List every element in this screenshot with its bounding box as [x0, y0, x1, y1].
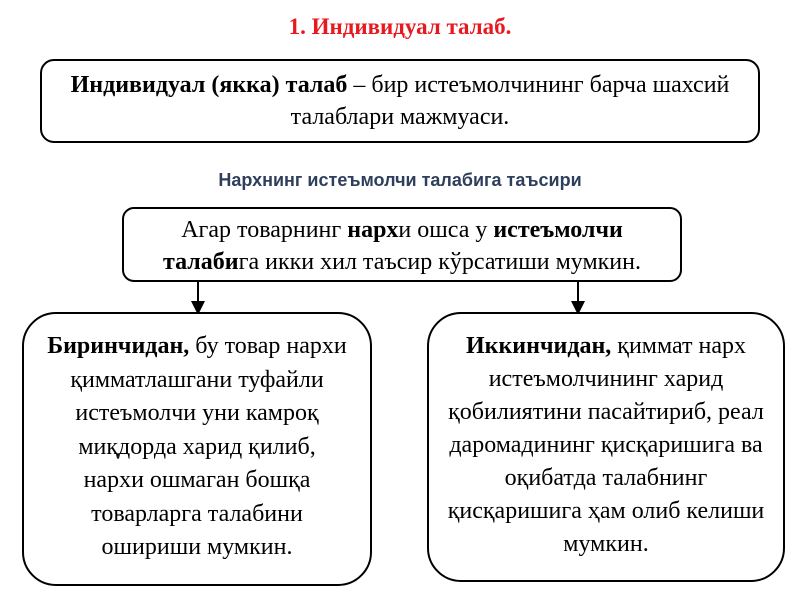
definition-term: Индивидуал (якка) талаб	[70, 72, 348, 98]
first-effect-text: бу товар нархи қимматлашгани туфайли истеъмолчи уни камроқ миқдорда харид қилиб, нархи ошмаган бошқа товарларга талабини ошириши мумкин.	[70, 333, 347, 560]
second-effect-text: қиммат нарх истеъмолчининг харид қобилиятини пасайтириб, реал даромадининг қисқаришига ва оқибатда талабнинг қисқаришига ҳам олиб келиши мумкин.	[447, 333, 765, 557]
first-effect-lead: Биринчидан,	[47, 333, 190, 359]
slide-title: 1. Индивидуал талаб.	[288, 14, 512, 39]
condition-price-term: нарх	[347, 217, 399, 243]
condition-text-2: и ошса у	[398, 217, 494, 243]
second-effect-lead: Иккинчидан,	[465, 333, 612, 359]
condition-text-1: Агар товарнинг	[181, 217, 348, 243]
second-effect-box	[427, 312, 785, 582]
first-effect-box	[22, 312, 372, 586]
definition-text: – бир истеъмолчининг барча шахсий талаблари мажмуаси.	[290, 72, 730, 130]
condition-text-3: га икки хил таъсир кўрсатиши мумкин.	[238, 249, 641, 275]
section-subtitle: Нархнинг истеъмолчи талабига таъсири	[218, 170, 582, 190]
condition-demand-term: истеъмолчи талаби	[163, 217, 623, 275]
